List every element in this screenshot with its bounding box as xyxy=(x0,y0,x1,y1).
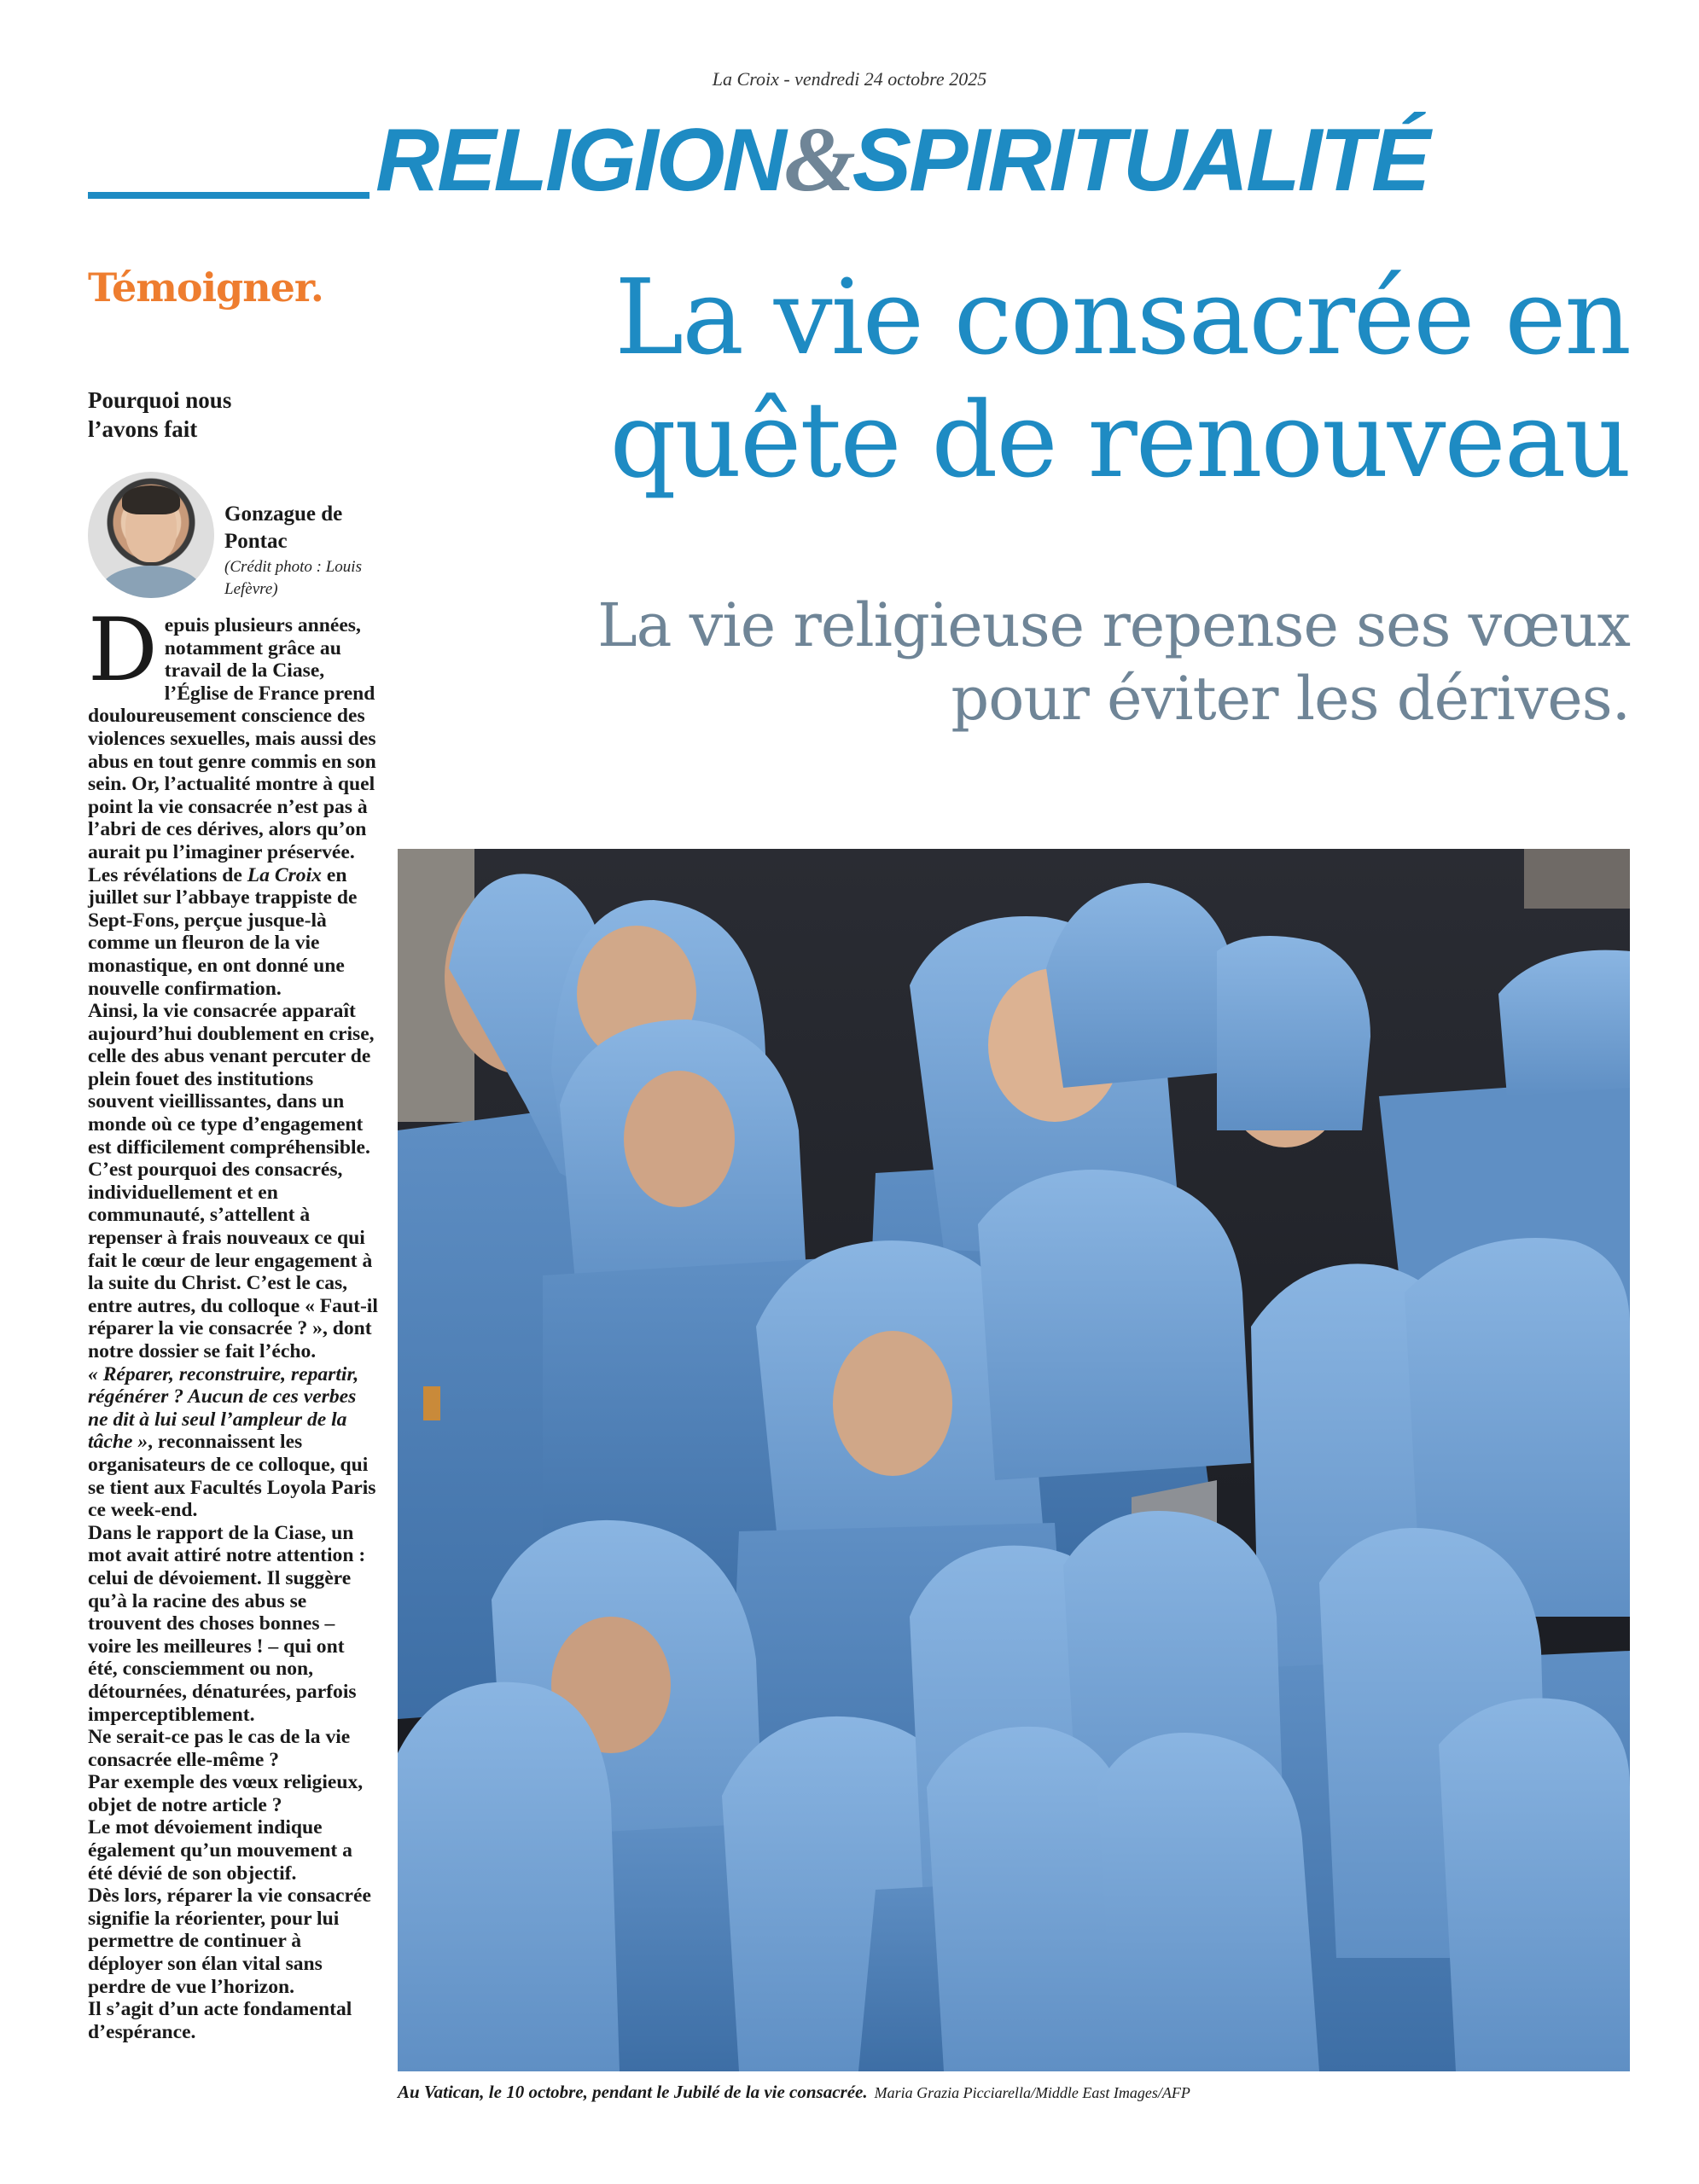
caption-text: Au Vatican, le 10 octobre, pendant le Jubilé de la vie consacrée. xyxy=(398,2082,868,2102)
main-photo xyxy=(398,849,1630,2071)
paragraph-5: « Réparer, reconstruire, repartir, régénérer ? Aucun de ces verbes ne dit à lui seul l’ampleur de la tâche », reconnaissent les organisateurs de ce colloque, qui se tient aux Facultés Loyola Paris ce week-end. xyxy=(88,1362,376,1522)
section-rubric xyxy=(375,109,1621,212)
author-name: Gonzague de Pontac xyxy=(224,502,343,553)
rubric-part-2: SPIRITUALITÉ xyxy=(852,111,1428,210)
paragraph-8: Par exemple des vœux religieux, objet de notre article ? xyxy=(88,1771,364,1816)
headline: La vie consacrée en quête de renouveau xyxy=(609,257,1630,501)
paragraph-3: Ainsi, la vie consacrée apparaît aujourd’hui doublement en crise, celle des abus venant percuter de plein fouet des institutions souvent vieillissantes, dans un monde où ce type d’engagement est difficilement compréhensible. xyxy=(88,1000,375,1159)
rubric-ampersand: & xyxy=(783,109,852,211)
newspaper-name: La Croix xyxy=(247,863,322,886)
paragraph-11: Il s’agit d’un acte fondamental d’espérance. xyxy=(88,1998,352,2043)
paragraph-4: C’est pourquoi des consacrés, individuellement et en communauté, s’attellent à repenser à frais nouveaux ce qui fait le cœur de leur engagement à la suite du Christ. C’est le cas, entre autres, du colloque « Faut-il réparer la vie consacrée ? », dont notre dossier se fait l’écho. xyxy=(88,1159,378,1362)
author-photo-credit: (Crédit photo : Louis Lefèvre) xyxy=(224,558,362,598)
editorial-body xyxy=(88,600,378,2116)
colloquium-quote: « Réparer, reconstruire, repartir, régénérer ? Aucun de ces verbes ne dit à lui seul l’ampleur de la tâche » xyxy=(88,1362,359,1454)
paragraph-10: Dès lors, réparer la vie consacrée signifie la réorienter, pour lui permettre de continuer à déployer son élan vital sans perdre de vue l’horizon. xyxy=(88,1885,371,1998)
paragraph-2: Les révélations de La Croix en juillet sur l’abbaye trappiste de Sept-Fons, perçue jusque-là comme un fleuron de la vie monastique, en ont donné une nouvelle confirmation. xyxy=(88,863,358,1000)
rubric-rule xyxy=(88,192,369,199)
paragraph-6: Dans le rapport de la Ciase, un mot avait attiré notre attention : celui de dévoiement. Il suggère qu’à la racine des abus se trouvent des choses bonnes – voire les meilleures ! – qui ont été, consciemment ou non, détournées, dénaturées, parfois imperceptiblement. xyxy=(88,1521,366,1726)
deck-subtitle: La vie religieuse repense ses vœux pour éviter les dérives. xyxy=(597,590,1630,734)
why-we-did-it-title: Pourquoi nous l’avons fait xyxy=(88,387,232,442)
paragraph-7: Ne serait-ce pas le cas de la vie consacrée elle-même ? xyxy=(88,1726,351,1771)
rubric-part-1: RELIGION xyxy=(375,111,784,210)
paragraph-9: Le mot dévoiement indique également qu’un mouvement a été dévié de son objectif. xyxy=(88,1816,352,1885)
kicker: Témoigner. xyxy=(88,264,323,311)
photo-credit: Maria Grazia Picciarella/Middle East Images/AFP xyxy=(874,2084,1190,2101)
paragraph-1: Depuis plusieurs années, notamment grâce au travail de la Ciase, l’Église de France prend douloureusement conscience des violences sexuelles, mais aussi des abus en tout genre commis en son sein. Or, l’actualité montre à quel point la vie consacrée n’est pas à l’abri de ces dérives, alors qu’on aurait pu l’imaginer préservée. xyxy=(88,600,376,863)
author-avatar xyxy=(88,472,214,598)
photo-caption xyxy=(398,2082,1630,2103)
drop-cap: D xyxy=(88,600,158,701)
date-line: La Croix - vendredi 24 octobre 2025 xyxy=(712,68,987,90)
